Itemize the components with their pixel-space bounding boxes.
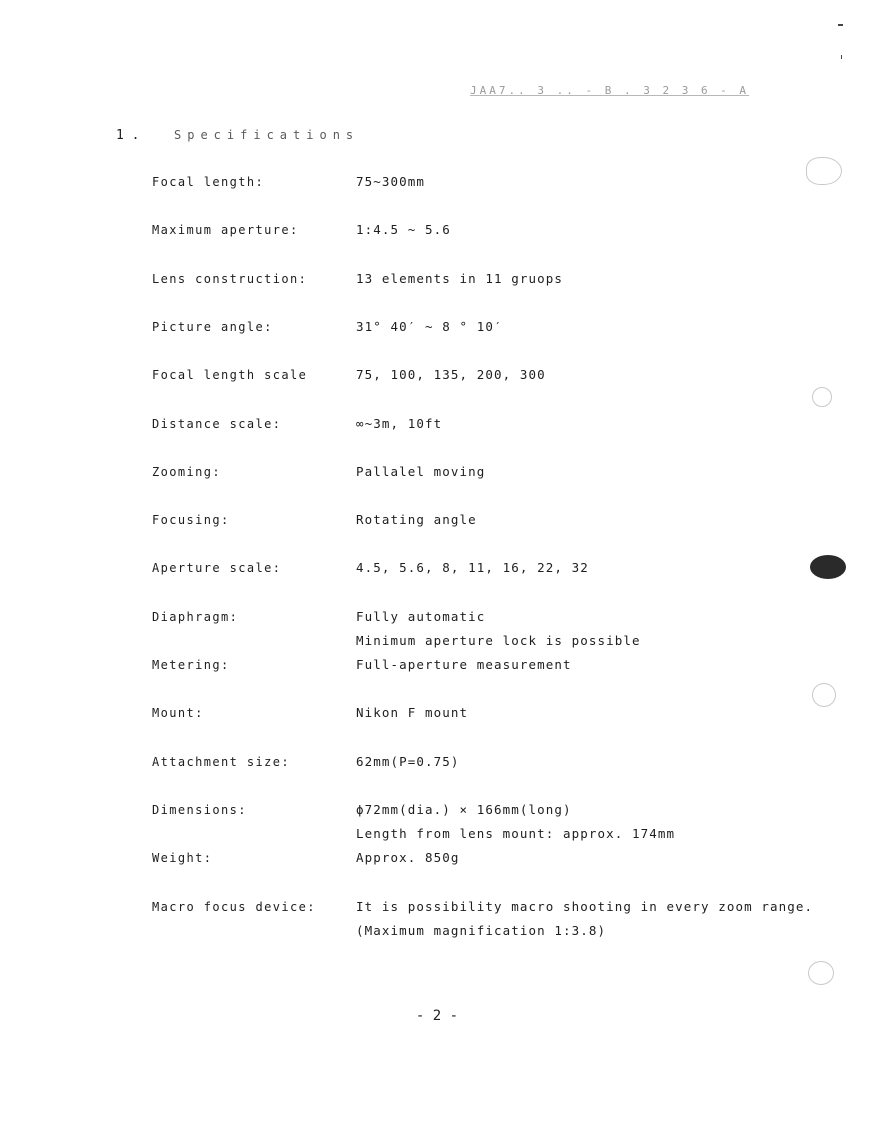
spec-value-line: Nikon F mount [356,705,469,721]
spec-value-line: ∞~3m, 10ft [356,415,443,431]
spec-value-line: Length from lens mount: approx. 174mm [356,825,676,841]
spec-row [0,556,874,596]
spec-value-line: 62mm(P=0.75) [356,753,460,769]
spec-value [356,460,485,484]
spec-value-line: Minimum aperture lock is possible [356,632,641,648]
spec-row [0,701,874,741]
spec-value [356,218,451,242]
spec-label: Attachment size: [152,754,290,769]
punch-hole-mark [806,157,842,185]
spec-row [0,218,874,258]
page-number: - 2 - [415,1008,459,1024]
spec-value-line: 1:4.5 ~ 5.6 [356,222,451,238]
spec-value-line: Pallalel moving [356,463,486,479]
spec-label: Picture angle: [152,319,273,334]
punch-hole-mark [810,555,846,579]
spec-row [0,412,874,452]
scan-speck [838,24,843,26]
spec-label: Maximum aperture: [152,223,299,238]
spec-value-line: ϕ72mm(dia.) × 166mm(long) [356,801,572,817]
spec-label: Weight: [152,851,213,866]
spec-label: Distance scale: [152,416,282,431]
spec-value-line: It is possibility macro shooting in every zoom range. [356,898,814,914]
spec-label: Lens construction: [152,271,308,286]
spec-value-line: Full-aperture measurement [356,657,572,672]
spec-label: Macro focus device: [152,899,316,914]
spec-label: Mount: [152,706,204,721]
spec-value [356,315,503,339]
spec-value [356,846,460,870]
spec-row [0,267,874,307]
spec-value [356,605,641,653]
spec-label: Focusing: [152,513,230,528]
spec-value [356,701,468,725]
spec-row [0,170,874,210]
spec-label: Dimensions: [152,802,247,817]
spec-row [0,363,874,403]
spec-label: Focal length scale [152,368,308,383]
spec-row [0,508,874,548]
spec-row [0,605,874,648]
spec-value [356,798,675,846]
spec-value [356,750,460,774]
punch-hole-mark [812,387,832,407]
spec-row [0,315,874,355]
spec-label: Zooming: [152,464,221,479]
spec-value [356,895,813,943]
spec-value [356,170,425,194]
spec-label: Focal length: [152,175,265,189]
scan-speck [841,55,842,59]
spec-row [0,750,874,790]
spec-value-line: (Maximum magnification 1:3.8) [356,922,607,938]
spec-value-line: 75, 100, 135, 200, 300 [356,367,546,383]
spec-value-line: Approx. 850g [356,850,460,866]
spec-row [0,895,874,938]
section-title: Specifications [174,128,360,142]
spec-label: Diaphragm: [152,609,239,624]
spec-row [0,653,874,693]
spec-value [356,412,442,436]
punch-hole-mark [812,683,836,707]
spec-value [356,363,546,387]
spec-value-line: 4.5, 5.6, 8, 11, 16, 22, 32 [356,560,589,576]
spec-value-line: 75~300mm [356,174,426,189]
spec-value-line: Fully automatic [356,608,486,624]
spec-row [0,460,874,500]
spec-value [356,267,563,291]
spec-value-line: 31° 40′ ~ 8 ° 10′ [356,318,503,334]
spec-value-line: 13 elements in 11 gruops [356,270,564,286]
spec-row [0,846,874,886]
section-number: 1 . [116,128,140,143]
spec-label: Metering: [152,658,230,672]
punch-hole-mark [808,961,834,985]
spec-label: Aperture scale: [152,561,282,576]
spec-value [356,653,572,677]
spec-value-line: Rotating angle [356,512,477,528]
document-code: JAA7.. 3 .. - B . 3 2 3 6 - A [470,84,750,97]
spec-value [356,556,589,580]
spec-value [356,508,477,532]
spec-row [0,798,874,841]
